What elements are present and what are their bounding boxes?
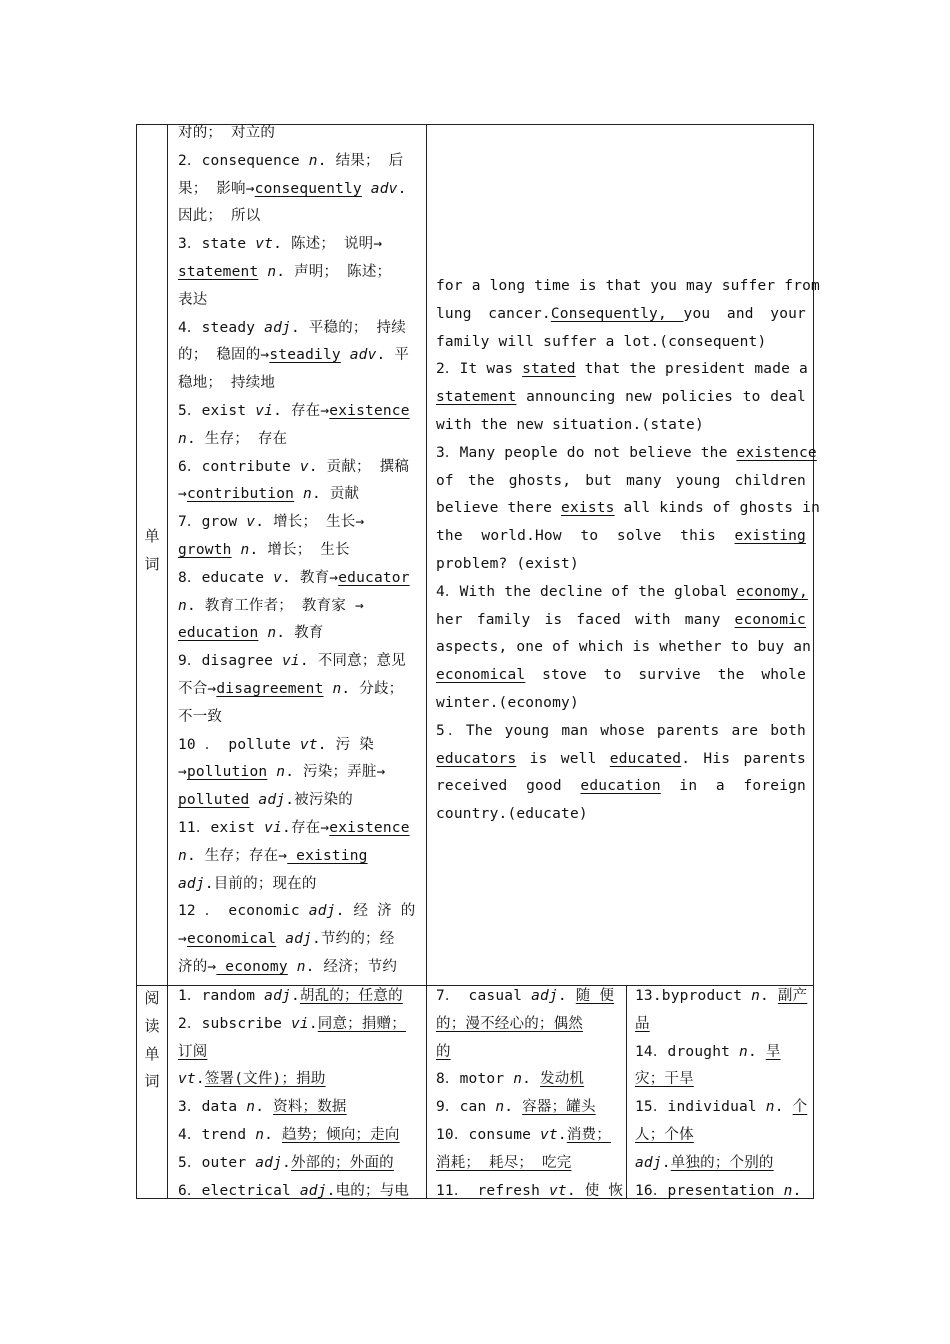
- text-segment: .存在→: [282, 819, 330, 836]
- answer-blank: 旱: [765, 1043, 781, 1060]
- answer-blank: steadily: [269, 347, 341, 364]
- text-segment: 3．Many people do not believe the: [436, 444, 737, 461]
- text-segment: .: [522, 1071, 541, 1088]
- text-line: [635, 1011, 806, 1039]
- part-of-speech: adj: [531, 988, 558, 1004]
- part-of-speech: vt: [178, 1071, 196, 1088]
- part-of-speech: n: [178, 430, 187, 447]
- answer-blank: economy: [216, 958, 288, 975]
- part-of-speech: adj: [285, 931, 312, 948]
- text-segment: .: [747, 1043, 766, 1060]
- text-line: [178, 509, 419, 537]
- text-line: [178, 259, 419, 287]
- part-of-speech: v: [273, 569, 283, 586]
- text-line: [436, 495, 821, 523]
- text-line: [178, 426, 419, 454]
- text-segment: all kinds of ghosts in: [614, 500, 821, 517]
- text-segment: that the president made a: [575, 361, 808, 378]
- answer-blank: contribution: [186, 486, 295, 503]
- answer-blank: 灾；干旱: [635, 1071, 694, 1088]
- answer-blank: educator: [338, 569, 410, 586]
- text-segment: problem? (exist): [436, 555, 579, 572]
- text-segment: 表达: [178, 291, 208, 308]
- text-segment: 不合→: [178, 680, 217, 697]
- text-line: [436, 412, 806, 440]
- part-of-speech: n: [267, 263, 277, 280]
- text-segment: . 平: [376, 347, 410, 364]
- part-of-speech: n: [178, 597, 187, 614]
- text-segment: 9．can: [436, 1099, 496, 1116]
- text-segment: .: [290, 988, 300, 1004]
- text-segment: 7．grow: [178, 514, 247, 531]
- text-line: [178, 537, 419, 565]
- text-segment: . 平稳的； 持续: [290, 319, 406, 336]
- part-of-speech: n: [332, 680, 342, 697]
- part-of-speech: vt: [299, 736, 318, 753]
- text-segment: .: [326, 1182, 336, 1199]
- text-line: [635, 1150, 806, 1178]
- text-segment: 8．motor: [436, 1071, 514, 1088]
- text-segment: you and your: [683, 305, 806, 322]
- text-segment: for a long time is that you may suffer from: [436, 278, 820, 294]
- part-of-speech: adj: [264, 319, 291, 336]
- text-segment: . His parents: [681, 750, 806, 767]
- grid-line: [167, 125, 168, 1198]
- text-segment: [258, 625, 267, 641]
- answer-blank: economical: [186, 931, 277, 948]
- text-segment: 不一致: [178, 708, 223, 725]
- text-line: [178, 454, 419, 482]
- text-segment: 4．With the decline of the global: [436, 583, 737, 600]
- text-line: [178, 732, 419, 760]
- text-segment: [267, 764, 276, 780]
- text-line: [436, 1150, 617, 1178]
- text-segment: 对的； 对立的: [178, 125, 276, 141]
- text-segment: [232, 542, 241, 558]
- answer-blank: disagreement: [216, 680, 324, 697]
- text-segment: is well: [516, 750, 610, 767]
- text-segment: winter.(economy): [436, 694, 579, 711]
- part-of-speech: n: [255, 1126, 265, 1143]
- text-line: [436, 690, 806, 718]
- part-of-speech: n: [267, 625, 277, 642]
- text-segment: 15．individual: [635, 1099, 766, 1116]
- text-line: [436, 983, 617, 1011]
- text-segment: 5．The young man whose parents are both: [436, 722, 806, 739]
- text-segment: .: [792, 1182, 802, 1199]
- part-of-speech: adj: [635, 1154, 662, 1171]
- text-line: [178, 315, 419, 343]
- text-line: [178, 593, 419, 621]
- text-segment: announcing new policies to deal: [516, 389, 806, 406]
- answer-blank: statement: [436, 389, 517, 406]
- text-segment: 11． refresh: [436, 1182, 549, 1199]
- text-line: [178, 398, 419, 426]
- answer-blank: growth: [178, 541, 232, 558]
- text-segment: .: [195, 1071, 205, 1088]
- answer-blank: 随 便: [575, 988, 615, 1004]
- text-segment: →: [178, 764, 187, 781]
- part-of-speech: n: [495, 1099, 505, 1116]
- part-of-speech: vt: [548, 1182, 567, 1199]
- answer-blank: 外部的；外面的: [290, 1154, 394, 1171]
- part-of-speech: n: [308, 152, 318, 169]
- part-of-speech: vi: [264, 819, 283, 836]
- example-sentences-cell: [436, 273, 821, 829]
- part-of-speech: v: [246, 514, 256, 531]
- text-segment: 果； 影响→: [178, 180, 255, 197]
- part-of-speech: n: [246, 1099, 256, 1116]
- text-segment: . 贡献； 撰稿: [308, 458, 410, 475]
- text-line: [178, 620, 419, 648]
- text-segment: . 增长； 生长: [249, 541, 350, 558]
- text-segment: . 污 染: [317, 736, 374, 753]
- part-of-speech: adj: [178, 875, 205, 892]
- text-line: [178, 954, 419, 982]
- answer-blank: 消耗； 耗尽； 吃完: [436, 1154, 572, 1171]
- part-of-speech: adv: [370, 180, 398, 197]
- text-line: [178, 176, 419, 204]
- answer-blank: economical: [436, 667, 526, 684]
- text-line: [178, 370, 419, 398]
- reading-words-col-2: [436, 983, 624, 1205]
- text-segment: .: [255, 1099, 274, 1116]
- text-segment: 10．consume: [436, 1126, 540, 1143]
- text-line: [178, 1150, 419, 1178]
- answer-blank: educated: [609, 750, 682, 767]
- reading-words-col-1: [178, 983, 419, 1205]
- answer-blank: 副产: [777, 988, 808, 1004]
- text-segment: 14．drought: [635, 1043, 739, 1060]
- text-segment: . 陈述； 说明→: [273, 236, 383, 253]
- text-segment: 13.byproduct: [635, 988, 752, 1004]
- text-line: [436, 1094, 617, 1122]
- text-line: [436, 746, 806, 774]
- text-segment: 11．exist: [178, 819, 265, 836]
- text-line: [178, 481, 419, 509]
- text-segment: 2．subscribe: [178, 1015, 291, 1032]
- text-line: [178, 676, 419, 704]
- text-segment: . 教育: [276, 625, 324, 642]
- text-segment: 4．steady: [178, 319, 265, 336]
- text-line: [178, 704, 419, 732]
- text-segment: the world.How to solve this: [436, 528, 735, 545]
- vocabulary-table: [136, 124, 821, 1199]
- part-of-speech: vt: [255, 236, 274, 253]
- text-line: [178, 815, 419, 843]
- answer-blank: 的: [436, 1043, 451, 1060]
- text-segment: .: [504, 1099, 523, 1116]
- text-segment: . 教育工作者； 教育家 →: [186, 597, 364, 614]
- part-of-speech: vi: [290, 1015, 309, 1032]
- answer-blank: 同意；捐赠；: [317, 1015, 406, 1032]
- text-line: [635, 983, 806, 1011]
- answer-blank: 签署(文件)；捐助: [204, 1071, 326, 1088]
- text-line: [635, 1094, 806, 1122]
- text-line: [436, 1039, 617, 1067]
- text-line: [436, 329, 806, 357]
- text-segment: with the new situation.(state): [436, 416, 704, 433]
- text-segment: . 存在→: [273, 402, 330, 419]
- text-segment: 2．It was: [436, 361, 523, 378]
- text-line: [436, 801, 806, 829]
- text-line: [436, 607, 806, 635]
- text-line: [436, 468, 806, 496]
- text-line: [178, 231, 419, 259]
- text-segment: believe there: [436, 500, 562, 517]
- text-segment: 的； 稳固的→: [178, 347, 270, 364]
- part-of-speech: n: [783, 1182, 793, 1199]
- text-segment: aspects, one of which is whether to buy an: [436, 639, 812, 656]
- text-segment: family will suffer a lot.(consequent): [436, 333, 767, 350]
- text-segment: 9．disagree: [178, 653, 282, 670]
- part-of-speech: n: [303, 486, 312, 503]
- text-segment: .: [566, 1182, 585, 1199]
- answer-blank: stated: [522, 361, 576, 378]
- answer-blank: economic: [734, 611, 806, 628]
- text-line: [436, 273, 820, 301]
- text-line: [436, 440, 817, 468]
- text-segment: .: [557, 988, 576, 1004]
- answer-blank: existing: [734, 528, 806, 545]
- part-of-speech: v: [299, 458, 309, 475]
- answer-blank: existence: [329, 819, 410, 836]
- part-of-speech: vt: [540, 1126, 558, 1143]
- text-segment: received good: [436, 778, 581, 795]
- text-segment: . 生存；存在→: [186, 847, 288, 864]
- answer-blank: Consequently,: [550, 305, 684, 322]
- text-segment: .: [774, 1099, 793, 1116]
- text-line: [635, 1066, 806, 1094]
- text-segment: 因此； 所以: [178, 208, 261, 225]
- text-line: [178, 203, 419, 231]
- text-segment: .目前的；现在的: [204, 875, 317, 892]
- part-of-speech: adj: [308, 903, 336, 920]
- text-segment: [362, 181, 371, 197]
- text-segment: . 污染；弄脏→: [285, 764, 386, 781]
- text-line: [178, 871, 419, 899]
- text-segment: 3．state: [178, 236, 256, 253]
- part-of-speech: n: [513, 1071, 523, 1088]
- text-segment: .: [397, 180, 407, 197]
- text-line: [436, 634, 812, 662]
- answer-blank: education: [178, 625, 259, 642]
- text-segment: 5．outer: [178, 1154, 256, 1171]
- word-forms-cell: [178, 120, 419, 982]
- part-of-speech: adj: [258, 792, 286, 809]
- answer-blank: consequently: [254, 180, 362, 197]
- text-segment: her family is faced with many: [436, 611, 735, 628]
- part-of-speech: vi: [255, 402, 274, 419]
- text-line: [436, 662, 806, 690]
- answer-blank: existing: [287, 847, 368, 864]
- text-segment: [288, 959, 297, 975]
- answer-blank: existence: [329, 402, 410, 419]
- text-segment: . 教育→: [282, 569, 339, 586]
- text-line: [436, 301, 806, 329]
- text-line: [178, 342, 419, 370]
- part-of-speech: n: [765, 1099, 775, 1116]
- text-segment: . 声明； 陈述；: [276, 263, 392, 280]
- answer-blank: 单独的；个别的: [670, 1154, 774, 1171]
- text-line: [178, 1011, 419, 1039]
- part-of-speech: n: [240, 541, 250, 558]
- text-line: [178, 648, 419, 676]
- text-line: [436, 1011, 617, 1039]
- text-segment: 10 ． pollute: [178, 736, 300, 753]
- text-line: [178, 120, 419, 148]
- text-segment: 6．electrical: [178, 1182, 300, 1199]
- text-line: [178, 148, 419, 176]
- text-segment: . 结果； 后: [317, 152, 404, 169]
- text-segment: 济的→: [178, 958, 217, 975]
- text-segment: . 不同意；意见: [299, 653, 406, 670]
- text-segment: →: [178, 486, 187, 503]
- part-of-speech: n: [739, 1043, 748, 1060]
- part-of-speech: adj: [264, 988, 291, 1004]
- answer-blank: 使 恢: [584, 1182, 624, 1199]
- answer-blank: pollution: [186, 764, 268, 781]
- text-line: [436, 718, 806, 746]
- part-of-speech: n: [178, 847, 187, 864]
- answer-blank: 发动机: [540, 1071, 585, 1088]
- text-segment: [294, 486, 303, 502]
- answer-blank: education: [580, 778, 661, 795]
- text-line: [436, 551, 806, 579]
- text-line: [635, 1122, 806, 1150]
- text-segment: 稳地； 持续地: [178, 375, 276, 392]
- part-of-speech: adj: [299, 1182, 327, 1199]
- text-line: [436, 1178, 624, 1206]
- text-segment: .: [661, 1154, 671, 1171]
- text-segment: stove to survive the whole: [525, 667, 806, 684]
- part-of-speech: vi: [282, 653, 300, 670]
- answer-blank: existence: [736, 444, 817, 461]
- text-segment: [341, 347, 350, 363]
- text-line: [178, 1122, 419, 1150]
- text-line: [178, 759, 419, 787]
- answer-blank: 品: [635, 1015, 650, 1032]
- text-segment: of the ghosts, but many young children: [436, 472, 806, 489]
- answer-blank: 资料；数据: [273, 1099, 347, 1116]
- text-segment: . 经 济 的: [335, 903, 416, 920]
- grid-line: [626, 985, 627, 1198]
- text-segment: .被污染的: [285, 792, 353, 809]
- text-segment: lung cancer.: [436, 305, 551, 322]
- text-segment: 2．consequence: [178, 152, 309, 169]
- part-of-speech: adj: [255, 1154, 283, 1171]
- text-segment: 3．data: [178, 1099, 247, 1116]
- answer-blank: 胡乱的；任意的: [299, 988, 403, 1004]
- text-line: [436, 523, 806, 551]
- text-line: [178, 1066, 419, 1094]
- text-segment: 16．presentation: [635, 1182, 784, 1199]
- text-line: [178, 287, 419, 315]
- text-segment: [258, 264, 267, 280]
- text-segment: country.(educate): [436, 806, 588, 823]
- answer-blank: statement: [178, 263, 259, 280]
- part-of-speech: adv: [349, 347, 377, 364]
- text-segment: [276, 931, 285, 947]
- section-label-reading-words: 阅 读 单 词: [144, 989, 160, 1091]
- answer-blank: 个: [792, 1099, 808, 1116]
- text-segment: →: [178, 931, 187, 948]
- text-segment: 1．random: [178, 988, 265, 1004]
- text-line: [178, 983, 419, 1011]
- text-line: [635, 1039, 806, 1067]
- text-segment: 4．trend: [178, 1126, 256, 1143]
- text-segment: .: [760, 988, 778, 1004]
- text-line: [178, 1178, 419, 1206]
- text-segment: .: [557, 1126, 567, 1143]
- text-segment: 12 ． economic: [178, 903, 309, 920]
- text-segment: .节约的；经: [311, 931, 395, 948]
- text-segment: . 经济；节约: [305, 958, 398, 975]
- text-segment: 8．educate: [178, 569, 274, 586]
- answer-blank: polluted: [178, 792, 250, 809]
- text-line: [178, 843, 419, 871]
- text-line: [178, 1039, 419, 1067]
- text-line: [178, 926, 419, 954]
- grid-line: [426, 125, 427, 1198]
- text-line: [635, 1178, 806, 1206]
- answer-blank: 人；个体: [635, 1126, 694, 1143]
- text-segment: 6．contribute: [178, 458, 300, 475]
- text-line: [178, 787, 419, 815]
- reading-words-col-3: [635, 983, 806, 1205]
- text-line: [436, 356, 806, 384]
- answer-blank: economy,: [736, 583, 808, 600]
- answer-blank: 容器；罐头: [522, 1099, 596, 1116]
- text-line: [178, 898, 419, 926]
- text-segment: 5．exist: [178, 402, 256, 419]
- part-of-speech: n: [296, 958, 306, 975]
- text-line: [178, 1094, 419, 1122]
- text-segment: . 分歧；: [341, 680, 404, 697]
- answer-blank: exists: [561, 500, 615, 517]
- text-line: [436, 1066, 617, 1094]
- text-segment: in a foreign: [660, 778, 806, 795]
- text-line: [436, 384, 806, 412]
- text-line: [436, 579, 806, 607]
- text-line: [436, 773, 806, 801]
- text-segment: . 增长； 生长→: [255, 514, 365, 531]
- section-label-words: 单 词: [144, 527, 160, 573]
- part-of-speech: n: [751, 988, 761, 1004]
- text-segment: 7． casual: [436, 988, 532, 1004]
- part-of-speech: n: [276, 764, 286, 781]
- answer-blank: 电的；与电: [335, 1182, 410, 1199]
- text-segment: .: [264, 1126, 283, 1143]
- answer-blank: 的；漫不经心的；偶然: [436, 1015, 583, 1032]
- text-line: [178, 565, 419, 593]
- text-line: [436, 1122, 617, 1150]
- text-segment: .: [282, 1154, 291, 1171]
- text-segment: .: [308, 1015, 318, 1032]
- answer-blank: 订阅: [178, 1043, 208, 1060]
- text-segment: . 生存； 存在: [186, 430, 288, 447]
- answer-blank: educators: [436, 750, 517, 767]
- answer-blank: 消费；: [566, 1126, 611, 1143]
- text-segment: . 贡献: [311, 486, 360, 503]
- answer-blank: 趋势；倾向；走向: [282, 1126, 400, 1143]
